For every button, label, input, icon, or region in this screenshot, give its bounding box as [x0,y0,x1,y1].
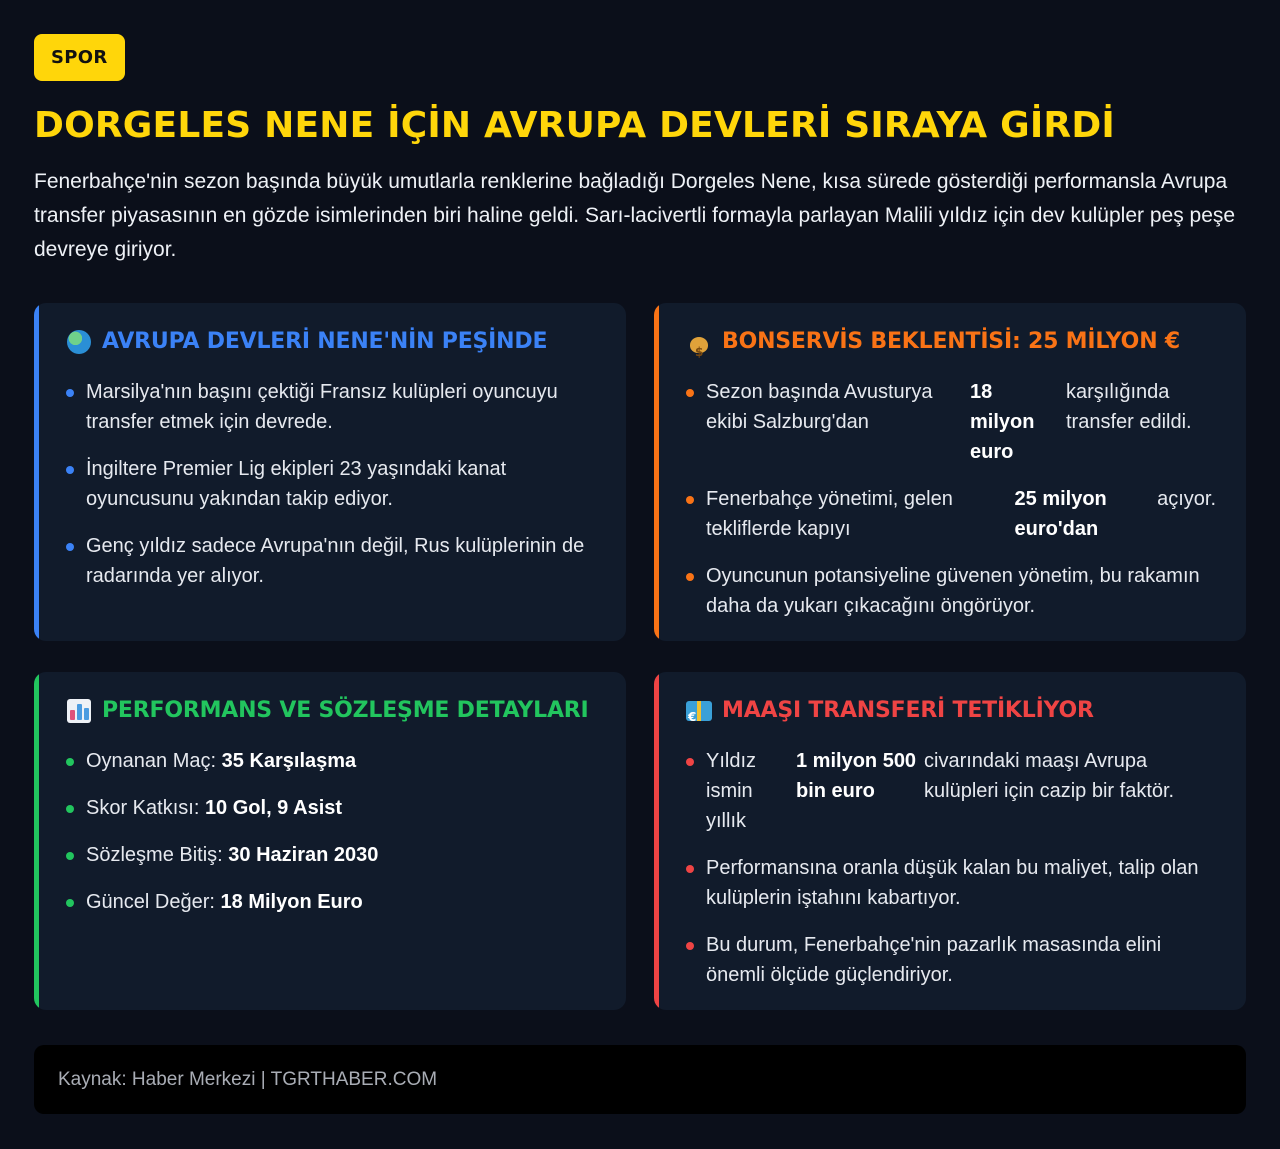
stat-item: Oynanan Maç: 35 Karşılaşma [66,746,596,776]
card-performance [34,672,626,1010]
card-title-text: AVRUPA DEVLERİ NENE'NİN PEŞİNDE [102,329,548,354]
list-item: Oyuncunun potansiyeline güvenen yönetim, bu rakamın daha da yukarı çıkacağını öngörüyor. [686,561,1216,621]
list-item: Genç yıldız sadece Avrupa'nın değil, Rus kulüplerinin de radarında yer alıyor. [66,531,596,591]
card-list [686,377,1216,621]
source-footer [34,1045,1246,1114]
list-item: Performansına oranla düşük kalan bu maliyet, talip olan kulüplerin iştahını kabartıyor. [686,853,1216,913]
globe-icon [66,329,92,355]
list-item: Bu durum, Fenerbahçe'nin pazarlık masasında elini önemli ölçüde güçlendiriyor. [686,930,1216,990]
list-item: Yıldız ismin yıllık 1 milyon 500 bin euro civarındaki maaşı Avrupa kulüpleri için cazip bir faktör. [686,746,1216,836]
lead-paragraph: Fenerbahçe'nin sezon başında büyük umutlarla renklerine bağladığı Dorgeles Nene, kısa sürede gösterdiği performansla Avrupa transfer piyasasının en gözde isimlerinden biri haline geldi. Sarı-lacivertli formayla parlayan Malili yıldız için dev kulüpler peş peşe devreye giriyor. [34,170,1236,261]
euro-banknote-icon [686,698,712,724]
card-transfer-fee [654,303,1246,641]
category-badge[interactable]: SPOR [34,34,125,81]
card-list [66,377,596,591]
stat-item: Sözleşme Bitiş: 30 Haziran 2030 [66,840,596,870]
card-title-text: PERFORMANS VE SÖZLEŞME DETAYLARI [102,698,589,723]
cards-grid [34,303,1246,1010]
source-text: Kaynak: Haber Merkezi | TGRTHABER.COM [58,1068,438,1090]
card-list [66,746,596,917]
list-item: Sezon başında Avusturya ekibi Salzburg'dan 18 milyon euro karşılığında transfer edildi. [686,377,1216,467]
card-europe-giants [34,303,626,641]
stat-item: Güncel Değer: 18 Milyon Euro [66,887,596,917]
bar-chart-icon [66,698,92,724]
card-title [686,696,1216,726]
card-title-text: MAAŞI TRANSFERİ TETİKLİYOR [722,698,1094,723]
card-salary [654,672,1246,1010]
card-list [686,746,1216,990]
card-title-text: BONSERVİS BEKLENTİSİ: 25 MİLYON € [722,329,1180,354]
card-title [686,327,1216,357]
card-title [66,696,596,726]
card-title [66,327,596,357]
headline: DORGELES NENE İÇİN AVRUPA DEVLERİ SIRAYA GİRDİ [34,105,1116,146]
stat-item: Skor Katkısı: 10 Gol, 9 Asist [66,793,596,823]
list-item: İngiltere Premier Lig ekipleri 23 yaşındaki kanat oyuncusunu yakından takip ediyor. [66,454,596,514]
list-item: Marsilya'nın başını çektiği Fransız kulüpleri oyuncuyu transfer etmek için devrede. [66,377,596,437]
list-item: Fenerbahçe yönetimi, gelen tekliflerde kapıyı 25 milyon euro'dan açıyor. [686,484,1216,544]
money-bag-icon [686,329,712,355]
